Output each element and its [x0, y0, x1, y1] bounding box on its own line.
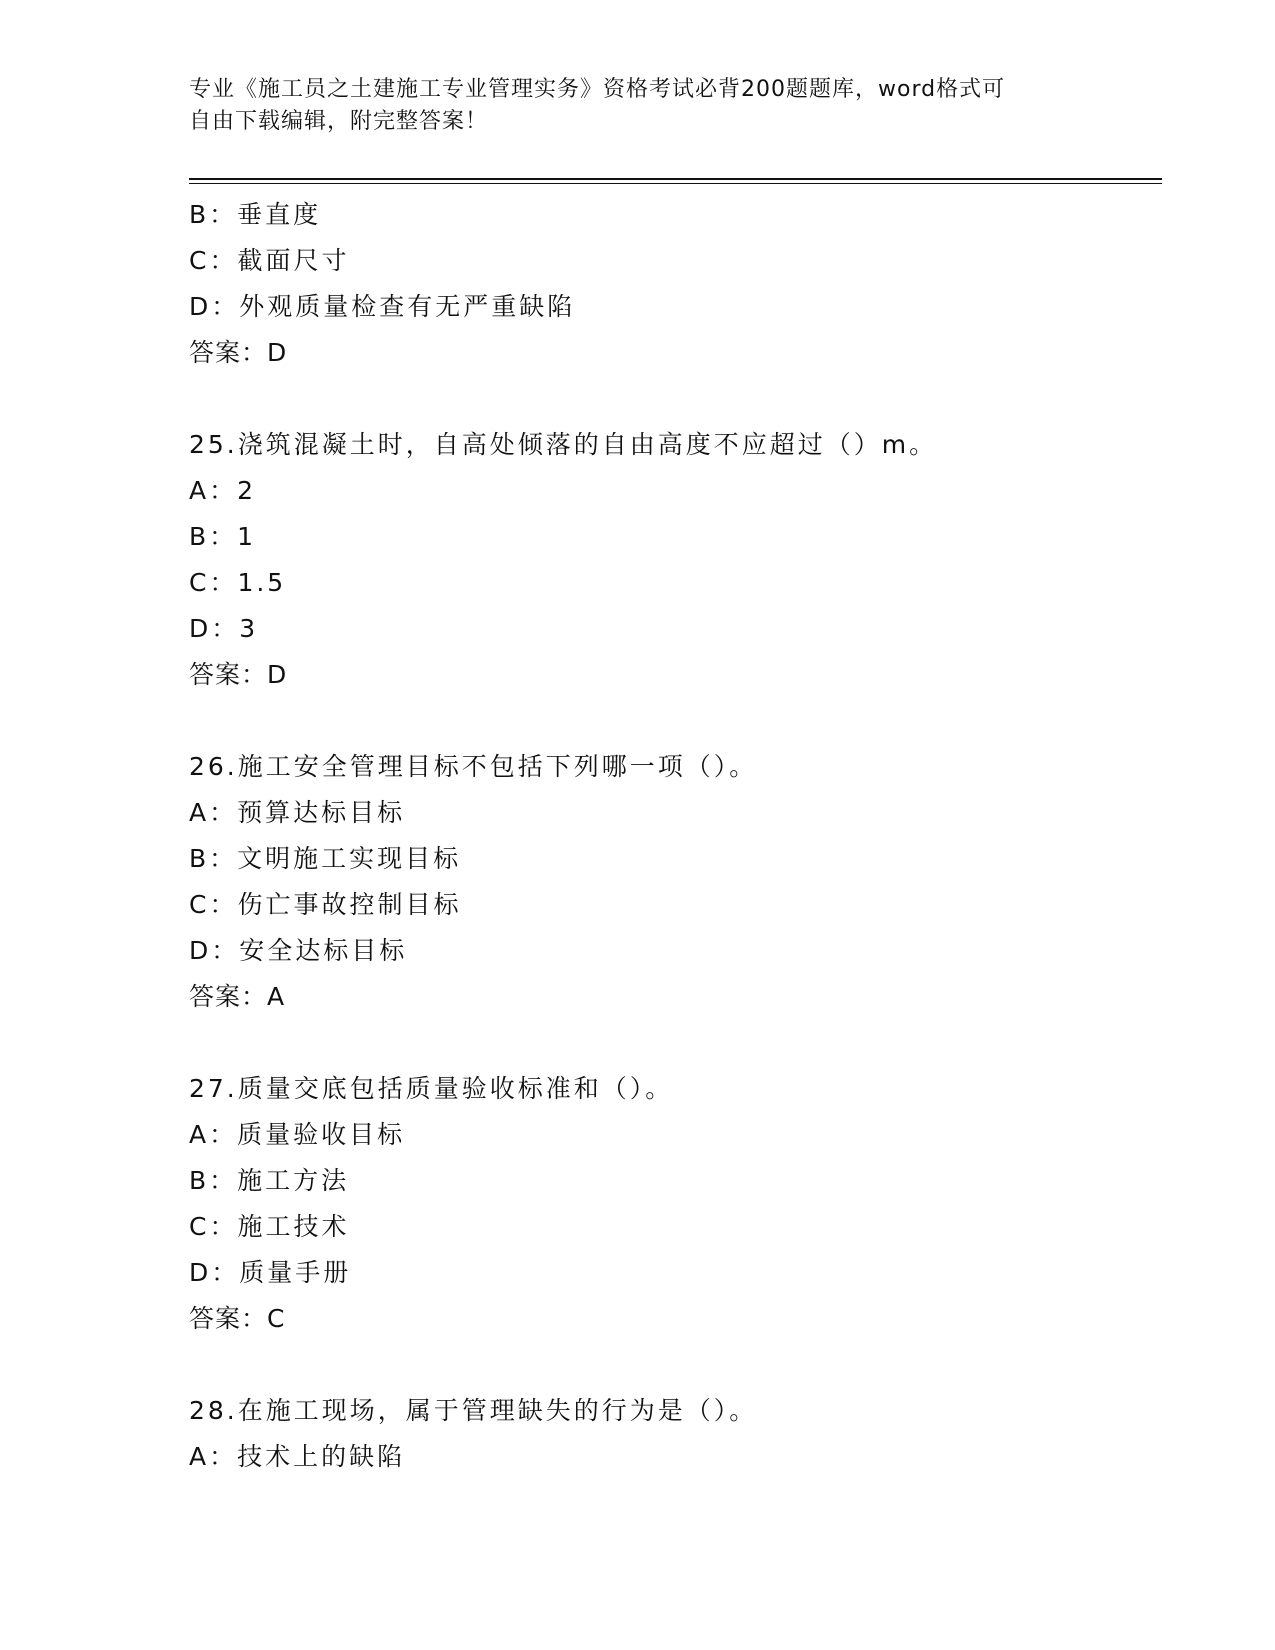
option-b: B：1: [189, 522, 257, 551]
option-d: D：外观质量检查有无严重缺陷: [189, 292, 576, 321]
answer-line: 答案：D: [189, 660, 288, 689]
option-a: A：预算达标目标: [189, 798, 406, 827]
option-d: D：质量手册: [189, 1258, 352, 1287]
answer-line: 答案：C: [189, 1304, 286, 1333]
question-stem: 27.质量交底包括质量验收标准和（）。: [189, 1074, 674, 1103]
question-stem: 26.施工安全管理目标不包括下列哪一项（）。: [189, 752, 758, 781]
question-stem: 28.在施工现场，属于管理缺失的行为是（）。: [189, 1396, 758, 1425]
option-c: C：施工技术: [189, 1212, 350, 1241]
option-b: B：施工方法: [189, 1166, 350, 1195]
option-b: B：垂直度: [189, 200, 322, 229]
option-c: C：1.5: [189, 568, 287, 597]
answer-line: 答案：A: [189, 982, 286, 1011]
header-line-2: 自由下载编辑，附完整答案！: [189, 109, 489, 134]
question-stem: 25.浇筑混凝土时，自高处倾落的自由高度不应超过（）m。: [189, 430, 938, 459]
header-rule-thick: [189, 178, 1162, 180]
option-b: B：文明施工实现目标: [189, 844, 462, 873]
document-header: [189, 74, 1089, 138]
header-rule-thin: [189, 183, 1162, 184]
option-c: C：伤亡事故控制目标: [189, 890, 462, 919]
option-d: D：3: [189, 614, 259, 643]
option-a: A：2: [189, 476, 257, 505]
question-list: [189, 192, 1169, 1480]
answer-line: 答案：D: [189, 338, 288, 367]
option-a: A：技术上的缺陷: [189, 1442, 406, 1471]
option-a: A：质量验收目标: [189, 1120, 406, 1149]
option-c: C：截面尺寸: [189, 246, 350, 275]
option-d: D：安全达标目标: [189, 936, 408, 965]
header-line-1: 专业《施工员之土建施工专业管理实务》资格考试必背200题题库，word格式可: [189, 77, 1006, 102]
